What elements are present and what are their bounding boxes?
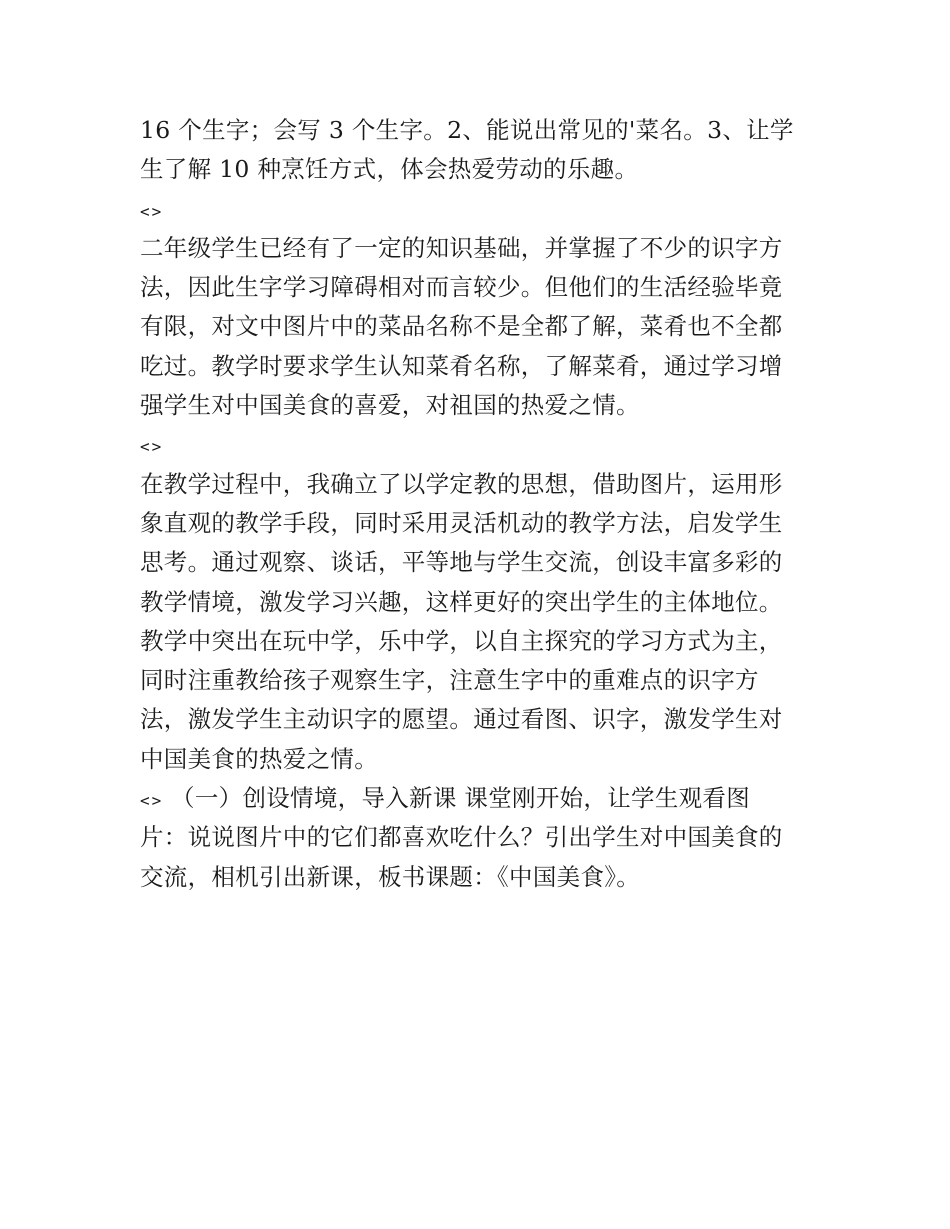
paragraph-line: 中国美食的热爱之情。 [140, 744, 378, 773]
document-body [140, 111, 820, 897]
marker-text: <> [140, 201, 164, 221]
paragraph-line: 同时注重教给孩子观察生字，注意生字中的重难点的识字方 [140, 666, 759, 695]
paragraph-line: 法，因此生字学习障碍相对而言较少。但他们的生活经验毕竟 [140, 273, 783, 302]
paragraph-line: 法，激发学生主动识字的愿望。通过看图、识字，激发学生对 [140, 705, 783, 734]
paragraph-1 [140, 111, 820, 190]
paragraph-line: 片：说说图片中的它们都喜欢吃什么？引出学生对中国美食的 [140, 823, 783, 852]
paragraph-line-text: （一）创设情境，导入新课 课堂刚开始，让学生观看图 [171, 784, 751, 813]
paragraph-line: 吃过。教学时要求学生认知菜肴名称，了解菜肴，通过学习增 [140, 351, 783, 380]
section-marker [140, 190, 820, 229]
marker-text: <> [140, 791, 164, 811]
paragraph-line: 有限，对文中图片中的菜品名称不是全都了解，菜肴也不全都 [140, 312, 783, 341]
marker-text: <> [140, 437, 164, 457]
paragraph-line: 交流，相机引出新课，板书课题：《中国美食》。 [140, 862, 641, 891]
paragraph-line: 16 个生字；会写 3 个生字。2、能说出常见的'菜名。3、让学 [140, 116, 794, 144]
paragraph-line: 教学中突出在玩中学，乐中学，以自主探究的学习方式为主， [140, 626, 783, 655]
paragraph-3 [140, 465, 820, 779]
paragraph-line: 教学情境，激发学习兴趣，这样更好的突出学生的主体地位。 [140, 587, 783, 616]
paragraph-line: 二年级学生已经有了一定的知识基础，并掌握了不少的识字方 [140, 233, 783, 262]
paragraph-line: 思考。通过观察、谈话，平等地与学生交流，创设丰富多彩的 [140, 548, 783, 577]
paragraph-line: 生了解 10 种烹饪方式，体会热爱劳动的乐趣。 [140, 155, 639, 184]
paragraph-line: 象直观的教学手段，同时采用灵活机动的教学方法，启发学生 [140, 508, 783, 537]
paragraph-line: 强学生对中国美食的喜爱，对祖国的热爱之情。 [140, 391, 640, 420]
paragraph-first-line [140, 779, 820, 818]
paragraph-4 [140, 779, 820, 897]
paragraph-2 [140, 229, 820, 425]
paragraph-line: 在教学过程中，我确立了以学定教的思想，借助图片，运用形 [140, 469, 783, 498]
section-marker [140, 425, 820, 464]
